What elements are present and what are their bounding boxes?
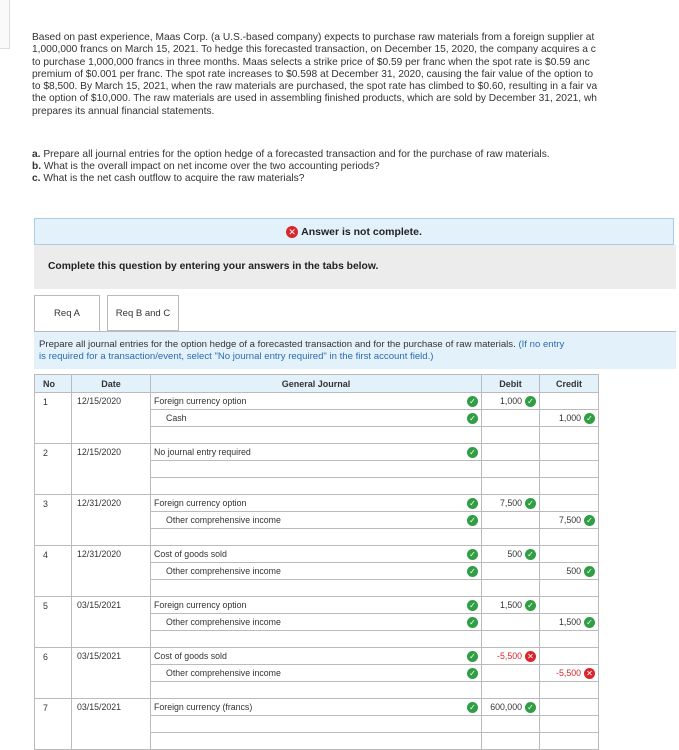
debit-cell[interactable] (482, 733, 540, 750)
credit-cell[interactable] (540, 665, 599, 682)
credit-field[interactable] (540, 529, 598, 545)
x-circle-icon: ✕ (286, 226, 298, 238)
credit-cell[interactable] (540, 563, 599, 580)
x-circle-icon: ✕ (584, 668, 595, 679)
credit-cell[interactable] (540, 478, 599, 495)
entry-date-value[interactable]: 03/15/2021 (77, 651, 122, 661)
entry-number: 5 (35, 597, 72, 648)
debit-cell[interactable] (482, 716, 540, 733)
account-cell[interactable] (151, 733, 482, 750)
entry-number: 6 (35, 648, 72, 699)
account-cell[interactable] (151, 529, 482, 546)
entry-date[interactable] (72, 393, 151, 444)
credit-cell[interactable] (540, 410, 599, 427)
credit-cell[interactable] (540, 682, 599, 699)
credit-field[interactable] (540, 699, 598, 715)
table-row (35, 495, 599, 512)
debit-value: 7,500 (499, 498, 522, 508)
account-name: Cost of goods sold (154, 651, 227, 661)
answer-status-banner (34, 218, 674, 245)
credit-value: -5,500 (556, 668, 581, 678)
debit-field[interactable] (482, 631, 539, 647)
check-circle-icon: ✓ (584, 566, 595, 577)
account-name: No journal entry required (154, 447, 251, 457)
entry-date[interactable] (72, 444, 151, 495)
account-field[interactable] (151, 699, 481, 715)
credit-value: 7,500 (558, 515, 581, 525)
credit-cell[interactable] (540, 427, 599, 444)
account-field[interactable] (151, 427, 481, 443)
entry-number: 3 (35, 495, 72, 546)
account-name: Other comprehensive income (166, 617, 281, 627)
debit-field[interactable] (482, 716, 539, 732)
debit-cell[interactable] (482, 580, 540, 597)
entry-date[interactable] (72, 495, 151, 546)
header-date: Date (72, 375, 151, 393)
debit-value: 600,000 (490, 702, 522, 712)
problem-statement (32, 32, 679, 118)
entry-number: 7 (35, 699, 72, 750)
table-row (35, 444, 599, 461)
entry-number: 1 (35, 393, 72, 444)
debit-cell[interactable] (482, 410, 540, 427)
debit-field[interactable] (482, 529, 539, 545)
entry-date-value[interactable]: 12/15/2020 (77, 396, 122, 406)
debit-cell[interactable] (482, 529, 540, 546)
table-row (35, 393, 599, 410)
debit-field[interactable] (482, 410, 539, 426)
journal-table (34, 374, 599, 750)
credit-cell[interactable] (540, 444, 599, 461)
problem-line: prepares its annual financial statements. (32, 105, 215, 117)
credit-field[interactable] (540, 597, 598, 613)
debit-value: -5,500 (497, 651, 522, 661)
account-field[interactable] (151, 682, 481, 698)
account-field[interactable] (151, 716, 481, 732)
credit-cell[interactable] (540, 461, 599, 478)
credit-cell[interactable] (540, 546, 599, 563)
credit-field[interactable] (540, 427, 598, 443)
credit-cell[interactable] (540, 580, 599, 597)
tab-req-a[interactable]: Req A (34, 295, 100, 332)
credit-field[interactable] (540, 563, 598, 579)
debit-cell[interactable] (482, 495, 540, 512)
check-circle-icon: ✓ (584, 413, 595, 424)
credit-field[interactable] (540, 631, 598, 647)
check-circle-icon: ✓ (525, 549, 536, 560)
debit-cell[interactable] (482, 563, 540, 580)
debit-cell[interactable] (482, 631, 540, 648)
account-cell[interactable] (151, 580, 482, 597)
credit-field[interactable] (540, 648, 598, 664)
instruction-text: Complete this question by entering your answers in the tabs below. (48, 261, 379, 272)
debit-value: 500 (507, 549, 522, 559)
check-circle-icon: ✓ (467, 549, 478, 560)
account-field[interactable] (151, 444, 481, 460)
check-circle-icon: ✓ (467, 702, 478, 713)
credit-field[interactable] (540, 682, 598, 698)
credit-cell[interactable] (540, 614, 599, 631)
debit-field[interactable] (482, 512, 539, 528)
credit-field[interactable] (540, 478, 598, 494)
check-circle-icon: ✓ (467, 396, 478, 407)
question-list (32, 149, 550, 186)
check-circle-icon: ✓ (467, 668, 478, 679)
debit-field[interactable] (482, 461, 539, 477)
debit-field[interactable] (482, 648, 539, 664)
header-no: No (35, 375, 72, 393)
account-name: Foreign currency option (154, 498, 247, 508)
debit-field[interactable] (482, 682, 539, 698)
debit-field[interactable] (482, 733, 539, 749)
debit-value: 1,000 (499, 396, 522, 406)
debit-field[interactable] (482, 580, 539, 596)
x-circle-icon: ✕ (525, 651, 536, 662)
account-cell[interactable] (151, 716, 482, 733)
account-field[interactable] (151, 597, 481, 613)
table-row (35, 648, 599, 665)
check-circle-icon: ✓ (525, 396, 536, 407)
account-name: Foreign currency (francs) (154, 702, 253, 712)
account-cell[interactable] (151, 631, 482, 648)
panel-instruction: Prepare all journal entries for the option hedge of a forecasted transaction and for the purchase of raw materials. (If no entry is required for a transaction/event, select "No journal entry required" in the first account field.) (34, 332, 676, 369)
credit-cell[interactable] (540, 699, 599, 716)
credit-cell[interactable] (540, 733, 599, 750)
account-name: Other comprehensive income (166, 515, 281, 525)
header-debit: Debit (482, 375, 540, 393)
account-field[interactable] (151, 648, 481, 664)
table-row (35, 597, 599, 614)
account-field[interactable] (151, 733, 481, 749)
entry-date-value[interactable]: 03/15/2021 (77, 702, 122, 712)
entry-date[interactable] (72, 546, 151, 597)
credit-field[interactable] (540, 716, 598, 732)
credit-value: 1,000 (558, 413, 581, 423)
header-credit: Credit (540, 375, 599, 393)
check-circle-icon: ✓ (467, 600, 478, 611)
credit-field[interactable] (540, 580, 598, 596)
credit-field[interactable] (540, 495, 598, 511)
account-name: Foreign currency option (154, 600, 247, 610)
check-circle-icon: ✓ (467, 566, 478, 577)
question-c: c. What is the net cash outflow to acquire the raw materials? (32, 173, 305, 185)
account-field[interactable] (151, 546, 481, 562)
debit-field[interactable] (482, 444, 539, 460)
tab-req-b-and-c[interactable]: Req B and C (107, 295, 179, 331)
entry-date-value[interactable]: 12/31/2020 (77, 498, 122, 508)
credit-cell[interactable] (540, 393, 599, 410)
entry-number: 4 (35, 546, 72, 597)
check-circle-icon: ✓ (467, 515, 478, 526)
account-name: Other comprehensive income (166, 566, 281, 576)
debit-cell[interactable] (482, 512, 540, 529)
check-circle-icon: ✓ (525, 600, 536, 611)
entry-date-value[interactable]: 12/15/2020 (77, 447, 122, 457)
credit-field[interactable] (540, 444, 598, 460)
account-field[interactable] (151, 461, 481, 477)
credit-field[interactable] (540, 546, 598, 562)
credit-field[interactable] (540, 512, 598, 528)
entry-date-value[interactable]: 12/31/2020 (77, 549, 122, 559)
account-field[interactable] (151, 495, 481, 511)
credit-cell[interactable] (540, 495, 599, 512)
account-field[interactable] (151, 631, 481, 647)
table-header-row (35, 375, 599, 393)
debit-cell[interactable] (482, 665, 540, 682)
credit-field[interactable] (540, 410, 598, 426)
question-b: b. What is the overall impact on net income over the two accounting periods? (32, 161, 380, 173)
debit-cell[interactable] (482, 478, 540, 495)
debit-field[interactable] (482, 546, 539, 562)
credit-field[interactable] (540, 665, 598, 681)
question-a: a. Prepare all journal entries for the option hedge of a forecasted transaction and for the purchase of raw materials. (32, 149, 550, 160)
account-cell[interactable] (151, 478, 482, 495)
problem-line: the option of $10,000. The raw materials are used in assembling finished products, which are sold by December 31, 2021, wh (32, 93, 597, 105)
credit-field[interactable] (540, 614, 598, 630)
account-cell[interactable] (151, 393, 482, 410)
credit-cell[interactable] (540, 648, 599, 665)
debit-cell[interactable] (482, 682, 540, 699)
debit-cell[interactable] (482, 393, 540, 410)
credit-value: 1,500 (558, 617, 581, 627)
entry-date[interactable] (72, 699, 151, 750)
account-cell[interactable] (151, 461, 482, 478)
credit-cell[interactable] (540, 512, 599, 529)
table-row (35, 699, 599, 716)
account-field[interactable] (151, 665, 481, 681)
debit-cell[interactable] (482, 546, 540, 563)
account-field[interactable] (151, 529, 481, 545)
check-circle-icon: ✓ (525, 702, 536, 713)
table-row (35, 546, 599, 563)
debit-cell[interactable] (482, 444, 540, 461)
check-circle-icon: ✓ (584, 617, 595, 628)
account-cell[interactable] (151, 614, 482, 631)
debit-field[interactable] (482, 597, 539, 613)
account-cell[interactable] (151, 699, 482, 716)
account-field[interactable] (151, 410, 481, 426)
credit-field[interactable] (540, 733, 598, 749)
debit-field[interactable] (482, 478, 539, 494)
account-cell[interactable] (151, 648, 482, 665)
account-name: Other comprehensive income (166, 668, 281, 678)
problem-line: premium of $0.001 per franc. The spot rate increases to $0.598 at December 31, 2020, causing the fair value of the option to (32, 68, 594, 80)
check-circle-icon: ✓ (525, 498, 536, 509)
check-circle-icon: ✓ (584, 515, 595, 526)
check-circle-icon: ✓ (467, 498, 478, 509)
account-cell[interactable] (151, 512, 482, 529)
check-circle-icon: ✓ (467, 617, 478, 628)
check-circle-icon: ✓ (467, 413, 478, 424)
left-panel-edge (0, 0, 10, 49)
account-name: Cost of goods sold (154, 549, 227, 559)
account-field[interactable] (151, 580, 481, 596)
account-cell[interactable] (151, 665, 482, 682)
debit-cell[interactable] (482, 427, 540, 444)
answer-status-text: Answer is not complete. (301, 225, 422, 238)
debit-field[interactable] (482, 699, 539, 715)
problem-line: Based on past experience, Maas Corp. (a U.S.-based company) expects to purchase raw materials from a foreign supplier at (32, 32, 595, 43)
entry-number: 2 (35, 444, 72, 495)
entry-date[interactable] (72, 597, 151, 648)
credit-cell[interactable] (540, 597, 599, 614)
entry-date-value[interactable]: 03/15/2021 (77, 600, 122, 610)
debit-field[interactable] (482, 427, 539, 443)
problem-line: to $8,500. By March 15, 2021, when the raw materials are purchased, the spot rate has climbed to $0.60, resulting in a fair va (32, 81, 598, 93)
account-field[interactable] (151, 512, 481, 528)
problem-line: to purchase 1,000,000 francs in three months. Maas selects a strike price of $0.59 per franc when the spot rate is $0.59 anc (32, 56, 590, 68)
account-name: Cash (166, 413, 187, 423)
problem-line: 1,000,000 francs on March 15, 2021. To hedge this forecasted transaction, on December 15, 2020, the company acquires a c (32, 44, 596, 56)
debit-cell[interactable] (482, 461, 540, 478)
account-name: Foreign currency option (154, 396, 247, 406)
debit-value: 1,500 (499, 600, 522, 610)
debit-field[interactable] (482, 495, 539, 511)
header-general-journal: General Journal (151, 375, 482, 393)
account-cell[interactable] (151, 495, 482, 512)
debit-cell[interactable] (482, 699, 540, 716)
credit-cell[interactable] (540, 631, 599, 648)
account-cell[interactable] (151, 444, 482, 461)
debit-cell[interactable] (482, 648, 540, 665)
debit-field[interactable] (482, 563, 539, 579)
account-cell[interactable] (151, 410, 482, 427)
debit-cell[interactable] (482, 614, 540, 631)
account-cell[interactable] (151, 427, 482, 444)
debit-field[interactable] (482, 614, 539, 630)
debit-cell[interactable] (482, 597, 540, 614)
instruction-box (34, 245, 676, 289)
credit-field[interactable] (540, 461, 598, 477)
account-field[interactable] (151, 614, 481, 630)
account-cell[interactable] (151, 563, 482, 580)
account-field[interactable] (151, 563, 481, 579)
account-field[interactable] (151, 393, 481, 409)
account-field[interactable] (151, 478, 481, 494)
account-cell[interactable] (151, 682, 482, 699)
check-circle-icon: ✓ (467, 651, 478, 662)
credit-cell[interactable] (540, 529, 599, 546)
account-cell[interactable] (151, 546, 482, 563)
account-cell[interactable] (151, 597, 482, 614)
credit-field[interactable] (540, 393, 598, 409)
credit-value: 500 (566, 566, 581, 576)
entry-date[interactable] (72, 648, 151, 699)
debit-field[interactable] (482, 665, 539, 681)
credit-cell[interactable] (540, 716, 599, 733)
debit-field[interactable] (482, 393, 539, 409)
check-circle-icon: ✓ (467, 447, 478, 458)
